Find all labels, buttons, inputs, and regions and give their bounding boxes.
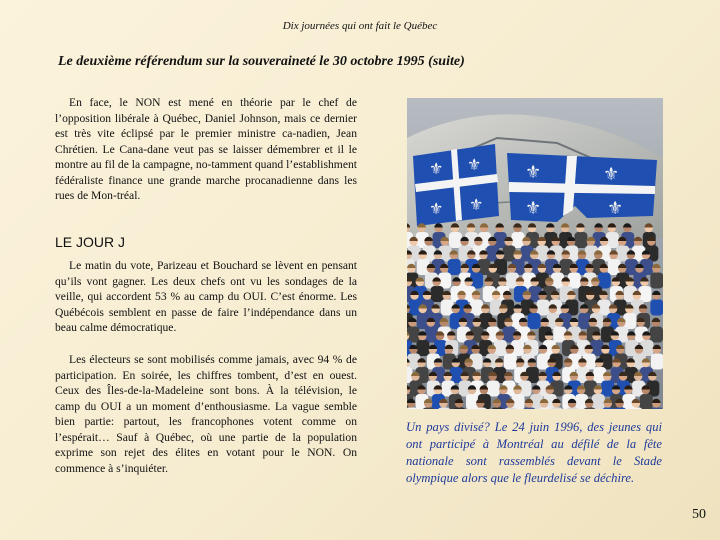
fleur-de-lis-icon: ⚜	[607, 198, 624, 219]
crowd-person-body	[650, 300, 663, 316]
body-column-paragraph-3	[55, 352, 357, 476]
crowd-person-body	[651, 354, 663, 370]
fleur-de-lis-icon: ⚜	[603, 164, 620, 185]
paragraph-1: En face, le NON est mené en théorie par le chef de l’opposition libérale à Québec, Daniel Johnson, mais ce dernier est très vite éclipsé par le premier ministre ca-nadien, Jean Chrétien. Le Cana-dane veut pas se laisser démembrer et il le montre au fil de la campagne, no-tamment quand l’establishment fédéraliste finance une grande marche procanadienne dans les rues de Mon-tréal.	[55, 96, 357, 202]
article-title: Le deuxième référendum sur la souveraineté le 30 octobre 1995 (suite)	[58, 54, 465, 69]
paragraph-2: Le matin du vote, Parizeau et Bouchard se lèvent en pensant qu’ils vont gagner. Les deux chefs ont vu les sondages de la veille, qui accordent 53 % au camp du OUI. C’est énorme. Les Québécois semblent en passe de faire l’indépendance dans un beau calme démocratique.	[55, 259, 357, 334]
section-heading: LE JOUR J	[55, 234, 126, 250]
fleur-de-lis-icon: ⚜	[525, 198, 542, 219]
fleur-de-lis-icon: ⚜	[429, 199, 444, 218]
fleur-de-lis-icon: ⚜	[429, 159, 444, 178]
page-number: 50	[692, 507, 706, 522]
crowd-person-body	[448, 259, 461, 275]
body-column-paragraph-1	[55, 95, 357, 204]
crowd-person-body	[470, 300, 483, 316]
crowd-person-body	[504, 354, 517, 370]
body-column-paragraph-2	[55, 258, 357, 336]
fleur-de-lis-icon: ⚜	[467, 155, 482, 174]
crowd-person-body	[650, 273, 663, 289]
crowd-person-body	[528, 313, 541, 329]
paragraph-3: Les électeurs se sont mobilisés comme jamais, avec 94 % de participation. En soirée, les chiffres tombent, d’est en ouest. Ceux des Îles-de-la-Madeleine sont bons. À la télévision, le camp du OUI a un moment d’enthousiasme. La vague semble bien partie: partout, les francophones votent comme on l’espérait… Sauf à Québec, où une partie de la population exprime son rejet des élites en votant pour le NON. On commence à s’inquiéter.	[55, 353, 357, 475]
crowd-person-body	[598, 273, 611, 289]
fleur-de-lis-icon: ⚜	[469, 195, 484, 214]
crowd-photo	[407, 98, 663, 409]
quebec-flag-left	[413, 144, 499, 226]
crowd-person-body	[592, 394, 605, 409]
crowd-person-body	[494, 340, 507, 356]
crowd-photo-illustration	[407, 98, 663, 409]
crowd-person-body	[431, 286, 444, 302]
crowd-person-body	[449, 232, 462, 248]
crowd-person-body	[574, 232, 587, 248]
quebec-flag-right	[507, 153, 657, 222]
photo-caption: Un pays divisé? Le 24 juin 1996, des jeunes qui ont participé à Montréal au défilé de la fête nationale sont rassemblés devant le Stade olympique alors que le fleurdelisé se déchire.	[406, 420, 662, 485]
crowd-person-body	[640, 394, 653, 409]
running-header: Dix journées qui ont fait le Québec	[282, 20, 438, 32]
fleur-de-lis-icon: ⚜	[525, 162, 542, 183]
crowd-person-body	[425, 327, 438, 343]
crowd-person-body	[650, 327, 663, 343]
crowd-person-body	[487, 381, 500, 397]
crowd-person-body	[537, 300, 550, 316]
crowd-person-body	[416, 340, 429, 356]
